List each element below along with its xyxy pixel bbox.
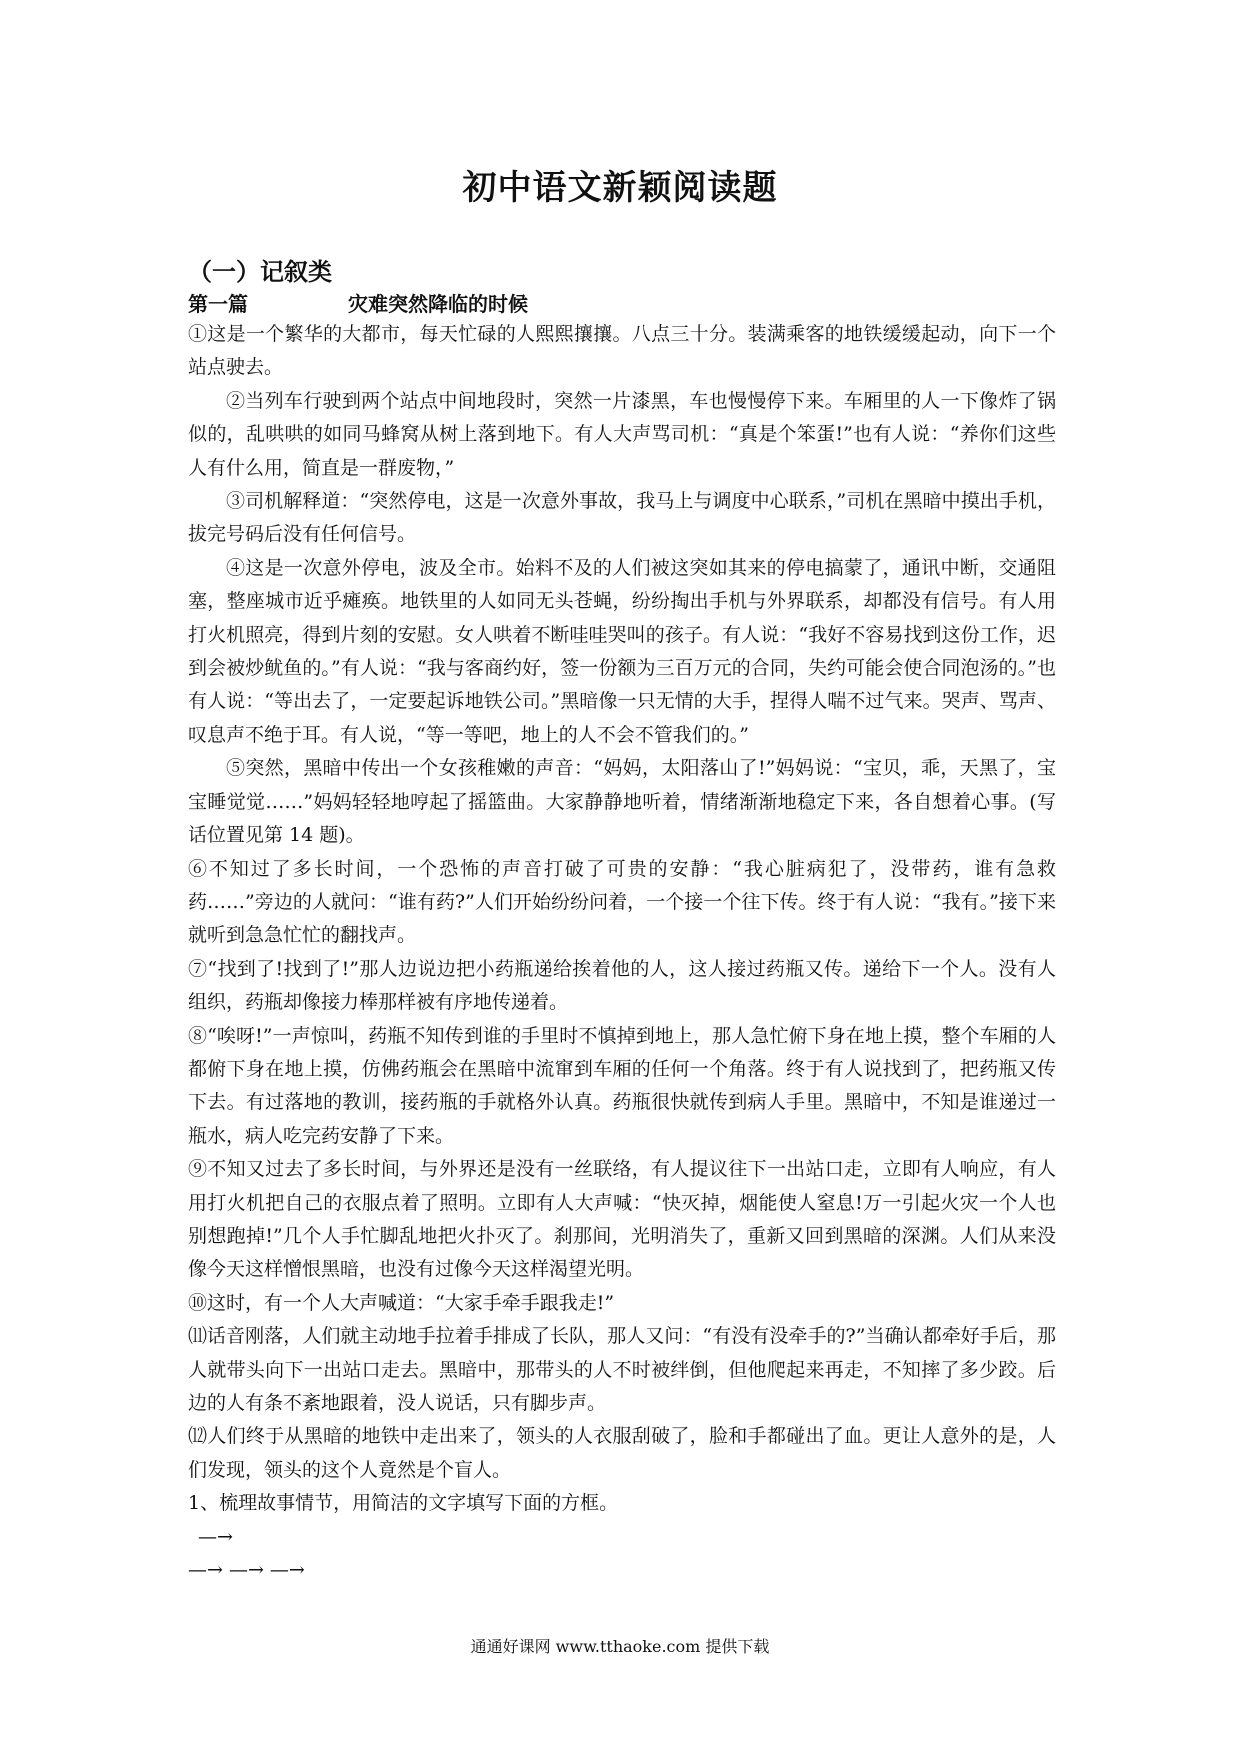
paragraph-7: ⑦“找到了!找到了!”那人边说边把小药瓶递给挨着他的人，这人接过药瓶又传。递给下一个人。没有人组织，药瓶却像接力棒那样被有序地传递着。: [188, 957, 1056, 1014]
paragraph-3: ③司机解释道：“突然停电，这是一次意外事故，我马上与调度中心联系，”司机在黑暗中摸出手机，拔完号码后没有任何信号。: [188, 490, 1056, 546]
passage-title: 灾难突然降临的时候: [348, 292, 528, 316]
section-heading: （一）记叙类: [188, 257, 332, 286]
paragraph-5: ⑤突然，黑暗中传出一个女孩稚嫩的声音：“妈妈，太阳落山了!”妈妈说：“宝贝，乖，天黑了，宝宝睡觉觉……”妈妈轻轻地哼起了摇篮曲。大家静静地听着，情绪渐渐地稳定下来，各自想着心事。(写话位置见第 14 题)。: [188, 757, 1056, 847]
paragraph-8: ⑧“唉呀!”一声惊叫，药瓶不知传到谁的手里时不慎掉到地上，那人急忙俯下身在地上摸，整个车厢的人都俯下身在地上摸，仿佛药瓶会在黑暗中流窜到车厢的任何一个角落。终于有人说找到了，把药瓶又传下去。有过落地的教训，接药瓶的手就格外认真。药瓶很快就传到病人手里。黑暗中，不知是谁递过一瓶水，病人吃完药安静了下来。: [188, 1024, 1056, 1147]
question-1: 1、梳理故事情节，用简洁的文字填写下面的方框。: [188, 1492, 619, 1515]
plot-arrow-row-1: —→: [198, 1525, 233, 1548]
paragraph-2: ②当列车行驶到两个站点中间地段时，突然一片漆黑，车也慢慢停下来。车厢里的人一下像炸了锅似的，乱哄哄的如同马蜂窝从树上落到地下。有人大声骂司机：“真是个笨蛋!”也有人说：“养你们这些人有什么用，简直是一群废物，”: [188, 389, 1056, 479]
page-title: 初中语文新颖阅读题: [462, 168, 778, 208]
paragraph-6: ⑥不知过了多长时间，一个恐怖的声音打破了可贵的安静：“我心脏病犯了，没带药，谁有急救药……”旁边的人就问：“谁有药?”人们开始纷纷问着，一个接一个往下传。终于有人说：“我有。”接下来就听到急急忙忙的翻找声。: [188, 857, 1056, 947]
paragraph-10: ⑩这时，有一个人大声喊道：“大家手牵手跟我走!”: [188, 1291, 615, 1314]
paragraph-1: ①这是一个繁华的大都市，每天忙碌的人熙熙攘攘。八点三十分。装满乘客的地铁缓缓起动，向下一个站点驶去。: [188, 323, 1056, 379]
paragraph-9: ⑨不知又过去了多长时间，与外界还是没有一丝联络，有人提议往下一出站口走，立即有人响应，有人用打火机把自己的衣服点着了照明。立即有人大声喊：“快灭掉，烟能使人窒息!万一引起火灾一个人也别想跑掉!”几个人手忙脚乱地把火扑灭了。刹那间，光明消失了，重新又回到黑暗的深渊。人们从来没像今天这样憎恨黑暗，也没有过像今天这样渴望光明。: [188, 1158, 1056, 1281]
passage-label: 第一篇: [188, 292, 248, 316]
passage-heading: [188, 288, 528, 317]
passage-body: [188, 318, 1056, 1587]
page-footer: 通通好课网 www.tthaoke.com 提供下载: [470, 1637, 770, 1656]
paragraph-4: ④这是一次意外停电，波及全市。始料不及的人们被这突如其来的停电搞蒙了，通讯中断，交通阻塞，整座城市近乎瘫痪。地铁里的人如同无头苍蝇，纷纷掏出手机与外界联系，却都没有信号。有人用打火机照亮，得到片刻的安慰。女人哄着不断哇哇哭叫的孩子。有人说：“我好不容易找到这份工作，迟到会被炒鱿鱼的。”有人说：“我与客商约好，签一份额为三百万元的合同，失约可能会使合同泡汤的。”也有人说：“等出去了，一定要起诉地铁公司。”黑暗像一只无情的大手，捏得人喘不过气来。哭声、骂声、叹息声不绝于耳。有人说，“等一等吧，地上的人不会不管我们的。”: [188, 556, 1056, 746]
paragraph-12: ⑿人们终于从黑暗的地铁中走出来了，领头的人衣服刮破了，脸和手都碰出了血。更让人意外的是，人们发现，领头的这个人竟然是个盲人。: [188, 1425, 1056, 1481]
paragraph-11: ⑾话音刚落，人们就主动地手拉着手排成了长队，那人又问：“有没有没牵手的?”当确认都牵好手后，那人就带头向下一出站口走去。黑暗中，那带头的人不时被绊倒，但他爬起来再走，不知摔了多少跤。后边的人有条不紊地跟着，没人说话，只有脚步声。: [188, 1325, 1056, 1414]
plot-arrow-row-2: —→ —→ —→: [188, 1559, 305, 1582]
